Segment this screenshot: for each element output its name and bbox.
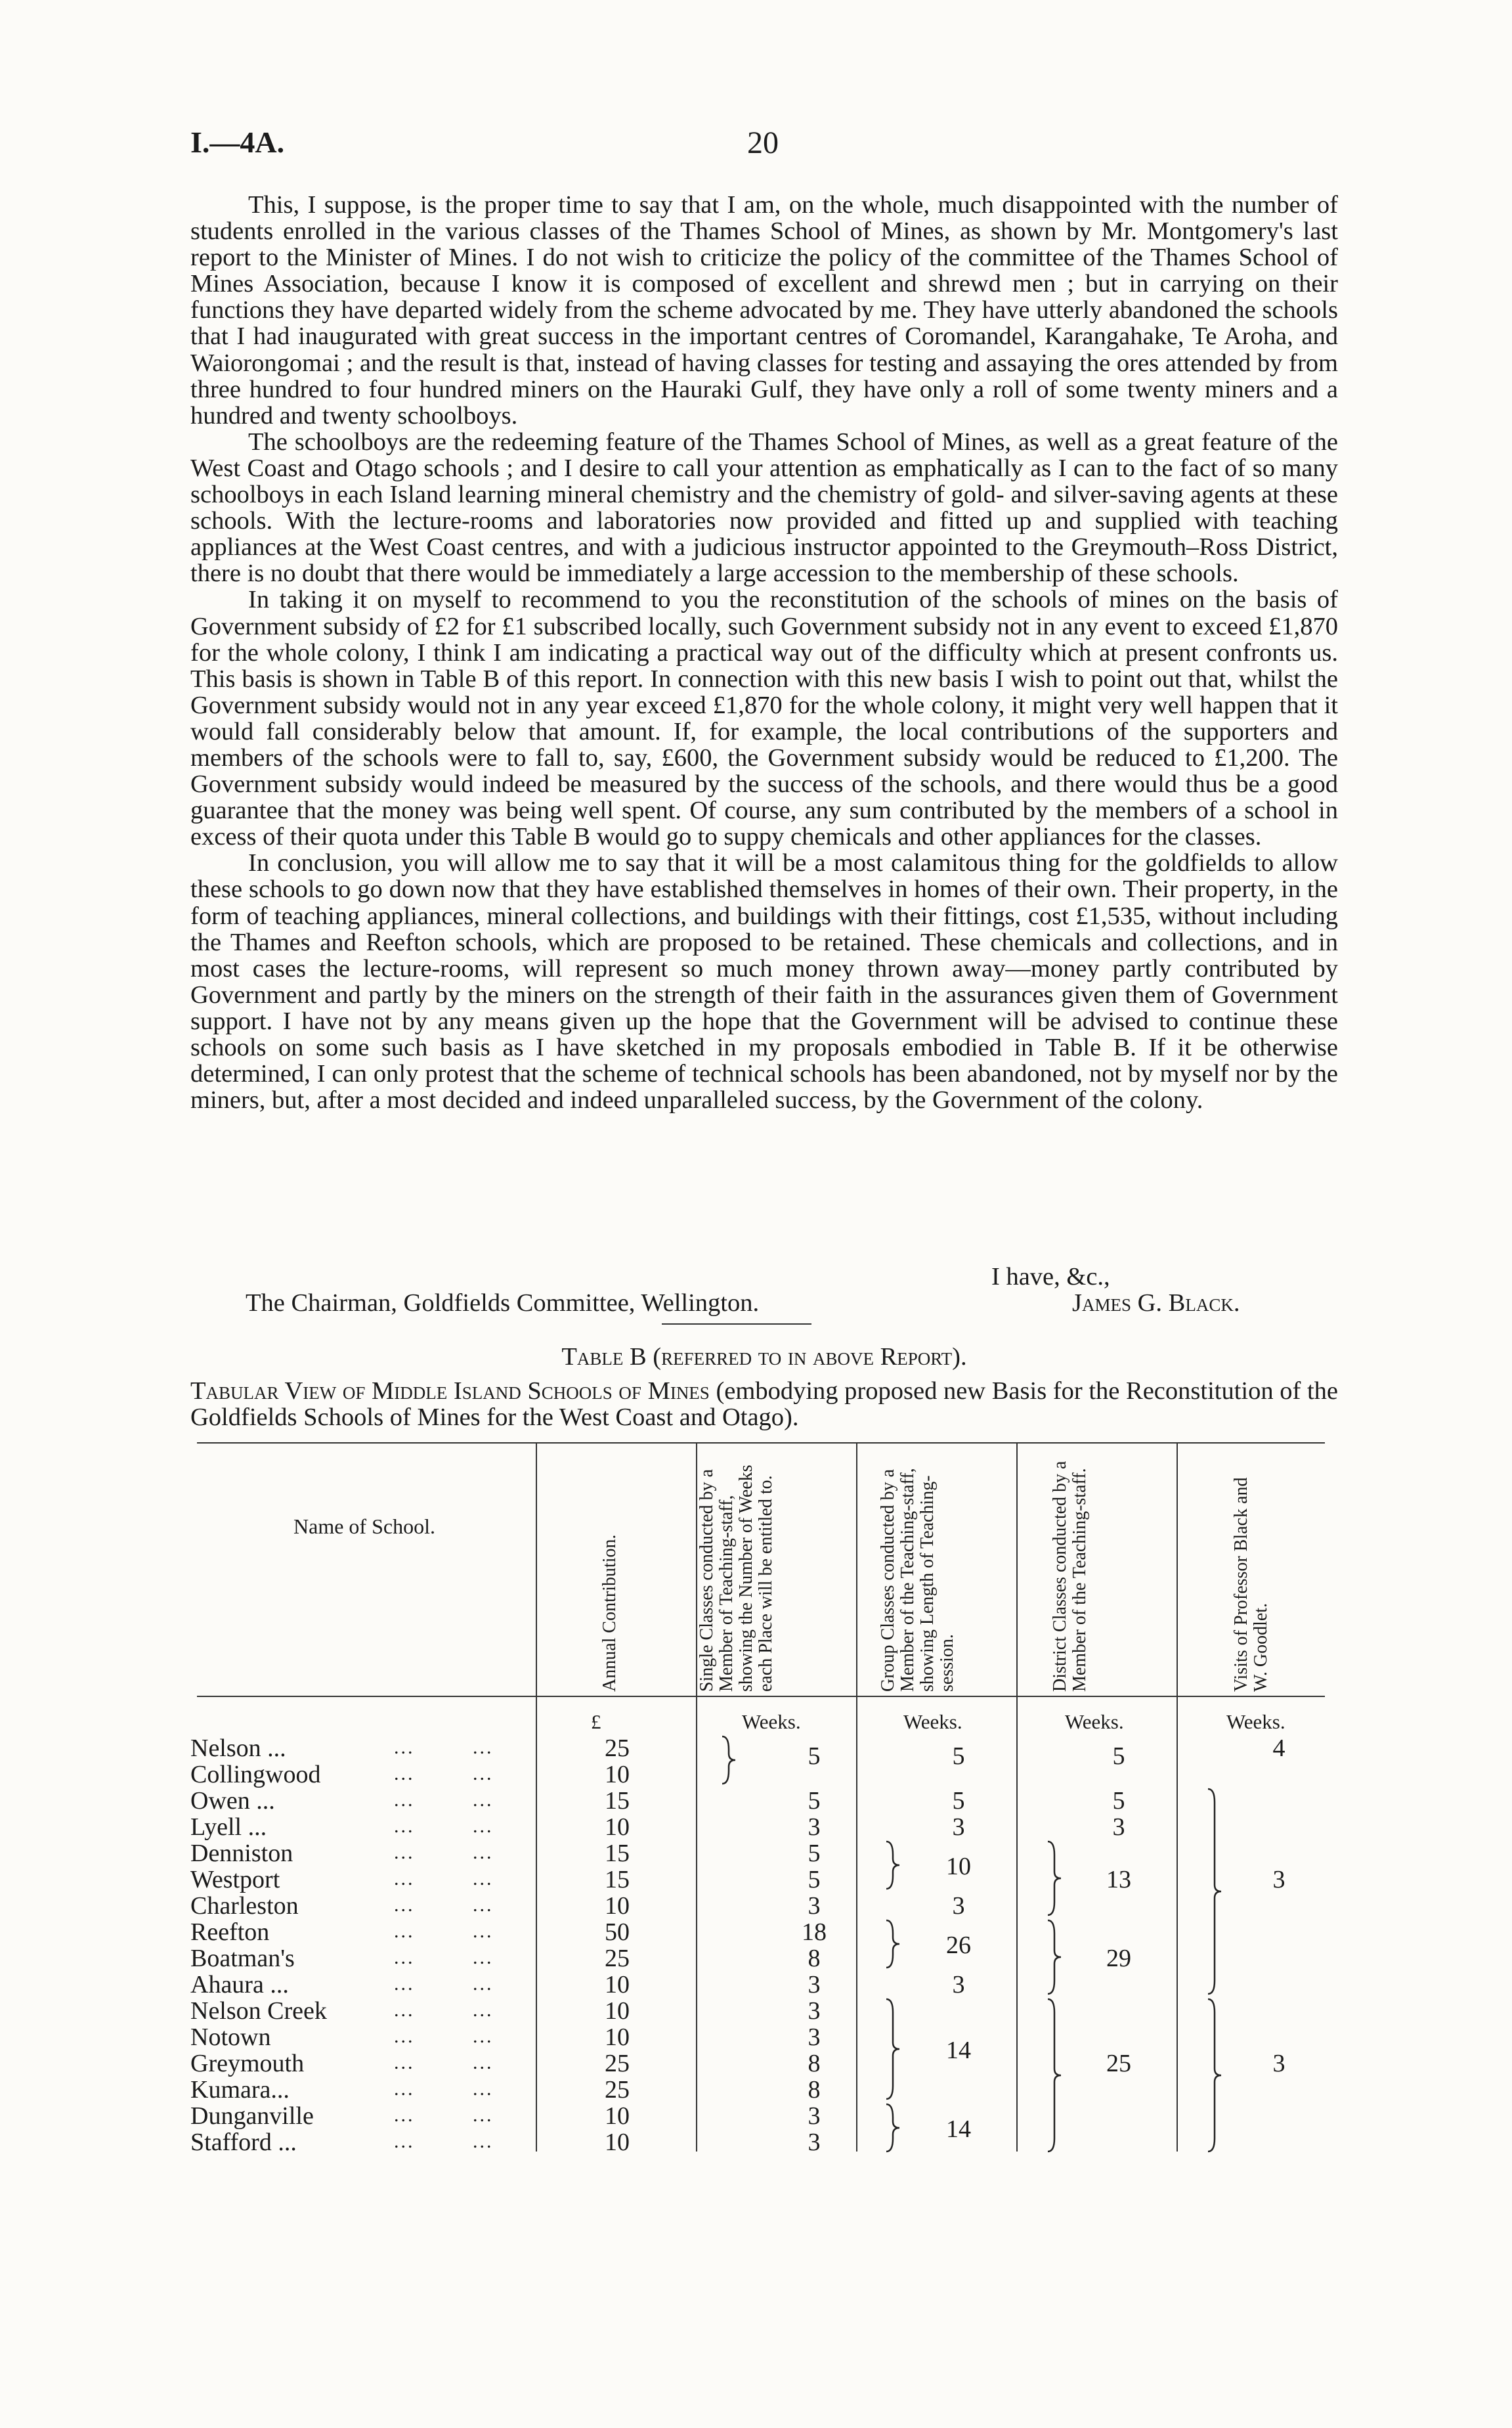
single-classes-weeks: 8 — [808, 2050, 821, 2077]
single-classes-brace — [722, 1736, 735, 1784]
unit-single: Weeks. — [742, 1710, 801, 1733]
leader-dots: ... — [394, 1789, 415, 1811]
header-visits: Visits of Professor Black and W. Goodlet. — [1231, 1477, 1271, 1692]
paragraph-2: The schoolboys are the redeeming feature of the Thames School of Mines, as well as a great feature of the West Coast and Otago schools ; and I desire to call your attention as emphatically as I can to the fact of so many schoolboys in each Island learning mineral chemistry and the chemistry of gold- and silver-saving agents at these schools. With the lecture-rooms and laboratories now provided and fitted up and supplied with teaching appliances at the West Coast centres, and with a judicious instructor appointed to the Greymouth–Ross District, there is no doubt that there would be immediately a large accession to the membership of these schools. — [190, 428, 1338, 588]
group-classes-brace — [886, 1920, 899, 1968]
single-classes-weeks: 3 — [808, 1813, 821, 1841]
leader-dots: ... — [473, 1789, 494, 1811]
group-classes-weeks: 10 — [946, 1853, 971, 1880]
school-name: Charleston — [190, 1892, 299, 1920]
group-classes-weeks: 14 — [946, 2037, 971, 2064]
leader-dots: ... — [394, 1973, 415, 1995]
signature-line — [190, 1289, 1338, 1316]
table-title-lead: Tabular View of Middle Island Schools of Mines — [190, 1377, 710, 1405]
schools-table — [190, 1442, 1325, 2184]
leader-dots: ... — [473, 1868, 494, 1889]
school-name: Kumara... — [190, 2076, 290, 2104]
leader-dots: ... — [394, 1815, 415, 1837]
single-classes-weeks: 8 — [808, 1945, 821, 1972]
single-classes-weeks: 3 — [808, 1997, 821, 2025]
school-name: Reefton — [190, 1918, 270, 1946]
school-name: Nelson Creek — [190, 1997, 327, 2025]
annual-contribution: 10 — [605, 1813, 630, 1841]
sign-off-line — [190, 1262, 1338, 1290]
table-title — [190, 1378, 1338, 1430]
grouping-braces — [197, 1442, 1325, 2184]
annual-contribution: 10 — [605, 2129, 630, 2156]
school-name: Greymouth — [190, 2050, 305, 2077]
single-classes-weeks: 5 — [808, 1742, 821, 1770]
group-classes-weeks: 5 — [952, 1742, 965, 1770]
table-caption: Table B (referred to in above Report). — [561, 1343, 967, 1371]
paragraph-4: In conclusion, you will allow me to say that it will be a most calamitous thing for the goldfields to allow these schools to go down now that they have established themselves in homes of their own. Their property, in the form of teaching appliances, mineral collections, and buildings with their fittings, cost £1,535, without including the Thames and Reefton schools, which are proposed to be retained. These chemicals and collections, and in most cases the lecture-rooms, will represent so much money thrown away—money partly contributed by Government and partly by the miners on the strength of their faith in the assurances given them of Government support. I have not by any means given up the hope that the Government will be advised to continue these schools on some such basis as I have sketched in my proposals embodied in Table B. If it be otherwise determined, I can only protest that the scheme of technical schools has been abandoned, not by myself nor by the miners, but, after a most decided and indeed unparalleled success, by the Government of the colony. — [190, 849, 1338, 1115]
leader-dots: ... — [394, 1947, 415, 1968]
document-reference: I.—4A. — [190, 125, 285, 159]
annual-contribution: 25 — [605, 2050, 630, 2077]
school-name: Stafford ... — [190, 2129, 297, 2156]
unit-group: Weeks. — [903, 1710, 962, 1733]
district-classes-brace — [1048, 1920, 1061, 1994]
group-classes-weeks: 3 — [952, 1892, 965, 1920]
unit-visits: Weeks. — [1226, 1710, 1285, 1733]
school-name: Boatman's — [190, 1945, 295, 1972]
annual-contribution: 15 — [605, 1866, 630, 1893]
single-classes-weeks: 5 — [808, 1840, 821, 1867]
leader-dots: ... — [394, 1736, 415, 1758]
single-classes-weeks: 18 — [802, 1918, 827, 1946]
single-classes-weeks: 8 — [808, 2076, 821, 2104]
visits-weeks: 3 — [1272, 2050, 1285, 2077]
annual-contribution: 15 — [605, 1840, 630, 1867]
report-body — [190, 192, 1338, 1113]
leader-dots: ... — [394, 1920, 415, 1942]
visits-weeks: 3 — [1272, 1866, 1285, 1893]
annual-contribution: 25 — [605, 2076, 630, 2104]
single-classes-weeks: 5 — [808, 1787, 821, 1815]
single-classes-weeks: 3 — [808, 2102, 821, 2130]
group-classes-brace — [886, 1842, 899, 1889]
leader-dots: ... — [473, 1815, 494, 1837]
visits-weeks: 4 — [1272, 1734, 1285, 1762]
header-district-classes: District Classes conducted by a Member of the Teaching-staff. — [1050, 1461, 1090, 1692]
district-classes-brace — [1048, 1999, 1061, 2152]
header-annual-contribution: Annual Contribution. — [599, 1534, 620, 1692]
group-classes-weeks: 14 — [946, 2115, 971, 2143]
leader-dots: ... — [394, 2104, 415, 2126]
district-classes-weeks: 29 — [1106, 1945, 1131, 1972]
paragraph-1: This, I suppose, is the proper time to say that I am, on the whole, much disappointed with the number of students enrolled in the various classes of the Thames School of Mines, as shown by Mr. Montgomery's last report to the Minister of Mines. I do not wish to criticize the policy of the committee of the Thames School of Mines Association, because I know it is composed of excellent and shrewd men ; but in carrying on their functions they have departed widely from the scheme advocated by me. They have utterly abandoned the schools that I had inaugurated with great success in the important centres of Coromandel, Karangahake, Te Aroha, and Waiorongomai ; and the result is that, instead of having classes for testing and assaying the ores attended by from three hundred to four hundred miners on the Hauraki Gulf, they have only a roll of some twenty miners and a hundred and twenty schoolboys. — [190, 191, 1338, 430]
annual-contribution: 10 — [605, 2023, 630, 2051]
leader-dots: ... — [473, 2078, 494, 2100]
header-name-of-school: Name of School. — [293, 1514, 435, 1538]
paragraph-3: In taking it on myself to recommend to you the reconstitution of the schools of mines on the basis of Government subsidy of £2 for £1 subscribed locally, such Government subsidy not in any event to exceed £1,870 for the whole colony, I think I am indicating a practical way out of the difficulty which at present confronts us. This basis is shown in Table B of this report. In connection with this new basis I wish to point out that, whilst the Government subsidy would not in any year exceed £1,870 for the whole colony, it might very well happen that it would fall considerably below that amount. If, for example, the local contributions of the supporters and members of the schools were to fall to, say, £600, the Government subsidy would be reduced to £1,200. The Government subsidy would indeed be measured by the success of the schools, and there would thus be a good guarantee that the money was being well spent. Of course, any sum contributed by the members of a school in excess of their quota under this Table B would go to suppy chemicals and other appliances for the classes. — [190, 586, 1338, 851]
leader-dots: ... — [473, 1920, 494, 1942]
annual-contribution: 10 — [605, 1892, 630, 1920]
school-name: Westport — [190, 1866, 280, 1893]
leader-dots: ... — [394, 2025, 415, 2047]
group-classes-weeks: 5 — [952, 1787, 965, 1815]
annual-contribution: 10 — [605, 1971, 630, 1998]
visits-brace — [1208, 1999, 1221, 2152]
school-name: Ahaura ... — [190, 1971, 289, 1998]
section-divider — [662, 1323, 811, 1325]
leader-dots: ... — [394, 1999, 415, 2021]
annual-contribution: 15 — [605, 1787, 630, 1815]
school-name: Collingwood — [190, 1761, 321, 1788]
page-number: 20 — [747, 125, 779, 160]
group-classes-brace — [886, 1999, 899, 2099]
leader-dots: ... — [473, 1842, 494, 1863]
school-name: Dunganville — [190, 2102, 314, 2130]
leader-dots: ... — [473, 2025, 494, 2047]
annual-contribution: 25 — [605, 1734, 630, 1762]
leader-dots: ... — [394, 2130, 415, 2152]
single-classes-weeks: 3 — [808, 1892, 821, 1920]
sign-off: I have, &c., — [991, 1263, 1110, 1291]
single-classes-weeks: 3 — [808, 2129, 821, 2156]
leader-dots: ... — [473, 2130, 494, 2152]
leader-dots: ... — [473, 2104, 494, 2126]
signature: James G. Black. — [1072, 1289, 1240, 1317]
leader-dots: ... — [394, 1868, 415, 1889]
header-group-classes: Group Classes conducted by a Member of the Teaching-staff, showing Length of Teaching-session. — [878, 1468, 957, 1692]
school-name: Nelson ... — [190, 1734, 286, 1762]
single-classes-weeks: 3 — [808, 2023, 821, 2051]
leader-dots: ... — [473, 1999, 494, 2021]
leader-dots: ... — [394, 2052, 415, 2073]
table-title-rest: (embodying proposed new Basis for the Reconstitution of the Goldfields Schools of Mines for the West Coast and Otago). — [190, 1377, 1338, 1431]
single-classes-weeks: 3 — [808, 1971, 821, 1998]
district-classes-weeks: 5 — [1112, 1742, 1125, 1770]
leader-dots: ... — [394, 2078, 415, 2100]
leader-dots: ... — [473, 1894, 494, 1916]
visits-brace — [1208, 1789, 1221, 1994]
leader-dots: ... — [473, 1973, 494, 1995]
leader-dots: ... — [473, 1736, 494, 1758]
district-classes-brace — [1048, 1842, 1061, 1915]
district-classes-weeks: 25 — [1106, 2050, 1131, 2077]
addressee: The Chairman, Goldfields Committee, Wellington. — [246, 1289, 760, 1317]
group-classes-weeks: 3 — [952, 1971, 965, 1998]
annual-contribution: 10 — [605, 2102, 630, 2130]
header-single-classes: Single Classes conducted by a Member of Teaching-staff, showing the Number of Weeks each Place will be entitled to. — [697, 1465, 776, 1692]
leader-dots: ... — [394, 1763, 415, 1784]
group-classes-weeks: 26 — [946, 1931, 971, 1959]
unit-district: Weeks. — [1065, 1710, 1124, 1733]
district-classes-weeks: 3 — [1112, 1813, 1125, 1841]
district-classes-weeks: 5 — [1112, 1787, 1125, 1815]
group-classes-brace — [886, 2104, 899, 2152]
school-name: Owen ... — [190, 1787, 275, 1815]
group-classes-weeks: 3 — [952, 1813, 965, 1841]
school-name: Lyell ... — [190, 1813, 267, 1841]
leader-dots: ... — [473, 1763, 494, 1784]
annual-contribution: 25 — [605, 1945, 630, 1972]
leader-dots: ... — [473, 2052, 494, 2073]
annual-contribution: 10 — [605, 1761, 630, 1788]
unit-contribution: £ — [591, 1710, 601, 1733]
leader-dots: ... — [394, 1842, 415, 1863]
single-classes-weeks: 5 — [808, 1866, 821, 1893]
leader-dots: ... — [394, 1894, 415, 1916]
annual-contribution: 10 — [605, 1997, 630, 2025]
leader-dots: ... — [473, 1947, 494, 1968]
school-name: Denniston — [190, 1840, 293, 1867]
district-classes-weeks: 13 — [1106, 1866, 1131, 1893]
school-name: Notown — [190, 2023, 271, 2051]
annual-contribution: 50 — [605, 1918, 630, 1946]
